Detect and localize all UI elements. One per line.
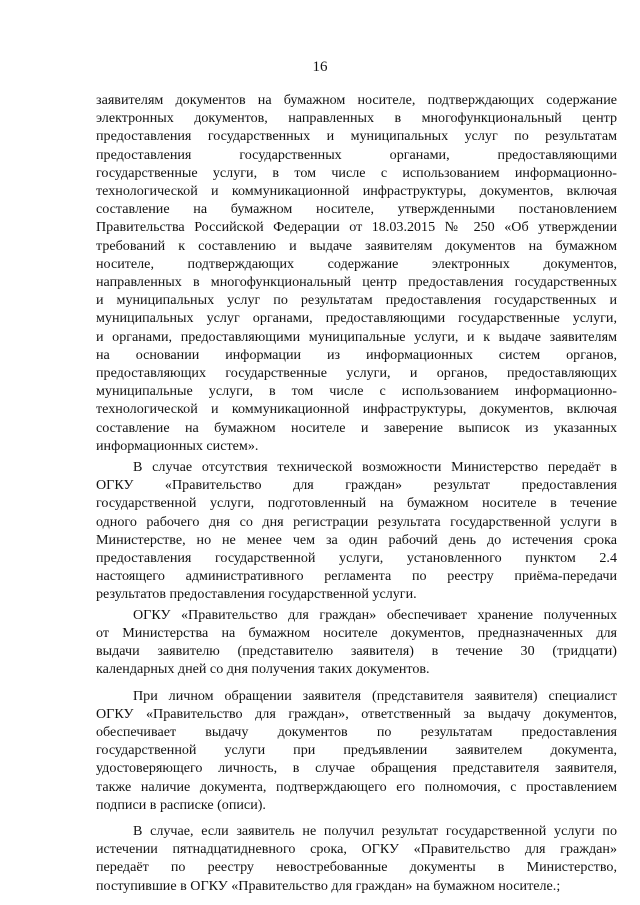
text-line: электронных документов, направленных в многофункциональный центр	[96, 110, 617, 127]
text-line: одного рабочего дня со дня регистрации результата государственной услуги в	[96, 513, 617, 530]
page-number: 16	[312, 59, 328, 75]
text-line: требований к составлению и выдаче заявителям документов на бумажном	[96, 237, 617, 254]
text-line: Министерстве, но не менее чем за один рабочий день до истечения срока	[96, 531, 617, 548]
text-line: государственной услуги, подготовленный на бумажном носителе в течение	[96, 495, 617, 512]
text-line: направленных в многофункциональный центр предоставления государственных	[96, 274, 617, 291]
text-line: подписи в расписке (описи).	[96, 796, 266, 813]
text-line: предоставления государственной услуги, установленного пунктом 2.4	[96, 550, 617, 567]
text-line: информационных систем».	[96, 437, 259, 454]
text-line: ОГКУ «Правительство для граждан» результат предоставления	[96, 477, 617, 494]
text-line: передаёт по реестру невостребованные документы в Министерство,	[96, 859, 617, 876]
text-line: государственной услуги при предъявлении заявителем документа,	[96, 742, 617, 759]
text-line: составление на бумажном носителе и заверение выписок из указанных	[96, 419, 617, 436]
text-line: составление на бумажном носителе, утвержденными постановлением	[96, 201, 617, 218]
text-line: истечении пятнадцатидневного срока, ОГКУ «Правительство для граждан»	[96, 841, 617, 858]
text-line: настоящего административного регламента по реестру приёма-передачи	[96, 568, 617, 585]
text-line: ОГКУ «Правительство для граждан» обеспечивает хранение полученных	[133, 606, 617, 623]
text-line: удостоверяющего личность, в случае обращения представителя заявителя,	[96, 760, 617, 777]
text-line: результатов предоставления государственной услуги.	[96, 586, 417, 603]
text-line: также наличие документа, подтверждающего его полномочия, с проставлением	[96, 778, 617, 795]
text-line: от Министерства на бумажном носителе документов, предназначенных для	[96, 624, 617, 641]
text-line: При личном обращении заявителя (представителя заявителя) специалист	[133, 687, 617, 704]
text-line: государственные услуги, в том числе с использованием информационно-	[96, 164, 617, 181]
text-line: заявителям документов на бумажном носителе, подтверждающих содержание	[96, 92, 617, 108]
text-line: предоставления государственных и муниципальных услуг по результатам	[96, 128, 617, 145]
text-line: выдачи заявителю (представителю заявителя) в течение 30 (тридцати)	[96, 643, 617, 660]
text-line: предоставления государственных органами, предоставляющими	[96, 146, 617, 163]
text-line: технологической и коммуникационной инфраструктуры, документов, включая	[96, 401, 617, 418]
text-line: обеспечивает выдачу документов по результатам предоставления	[96, 723, 617, 740]
text-line: и органами, предоставляющими муниципальные услуги, и к выдаче заявителям	[96, 328, 617, 345]
text-line: В случае, если заявитель не получил результат государственной услуги по	[133, 822, 617, 839]
text-line: муниципальных услуг органами, предоставляющими государственные услуги,	[96, 310, 617, 327]
text-line: муниципальные услуги, в том числе с использованием информационно-	[96, 383, 617, 400]
text-line: технологической и коммуникационной инфраструктуры, документов, включая	[96, 183, 617, 200]
text-line: носителе, подтверждающих содержание электронных документов,	[96, 255, 617, 272]
document-body	[96, 91, 617, 895]
text-line: В случае отсутствия технической возможности Министерство передаёт в	[133, 459, 617, 476]
text-line: поступившие в ОГКУ «Правительство для граждан» на бумажном носителе.;	[96, 877, 561, 894]
text-line: ОГКУ «Правительство для граждан», ответственный за выдачу документов,	[96, 705, 617, 722]
text-line: предоставляющих государственные услуги, и органов, предоставляющих	[96, 365, 617, 382]
text-line: и муниципальных услуг по результатам предоставления государственных и	[96, 292, 617, 309]
text-line: на основании информации из информационных систем органов,	[96, 346, 617, 363]
text-line: календарных дней со дня получения таких документов.	[96, 661, 430, 678]
text-line: Правительства Российской Федерации от 18.03.2015 № 250 «Об утверждении	[96, 219, 617, 236]
